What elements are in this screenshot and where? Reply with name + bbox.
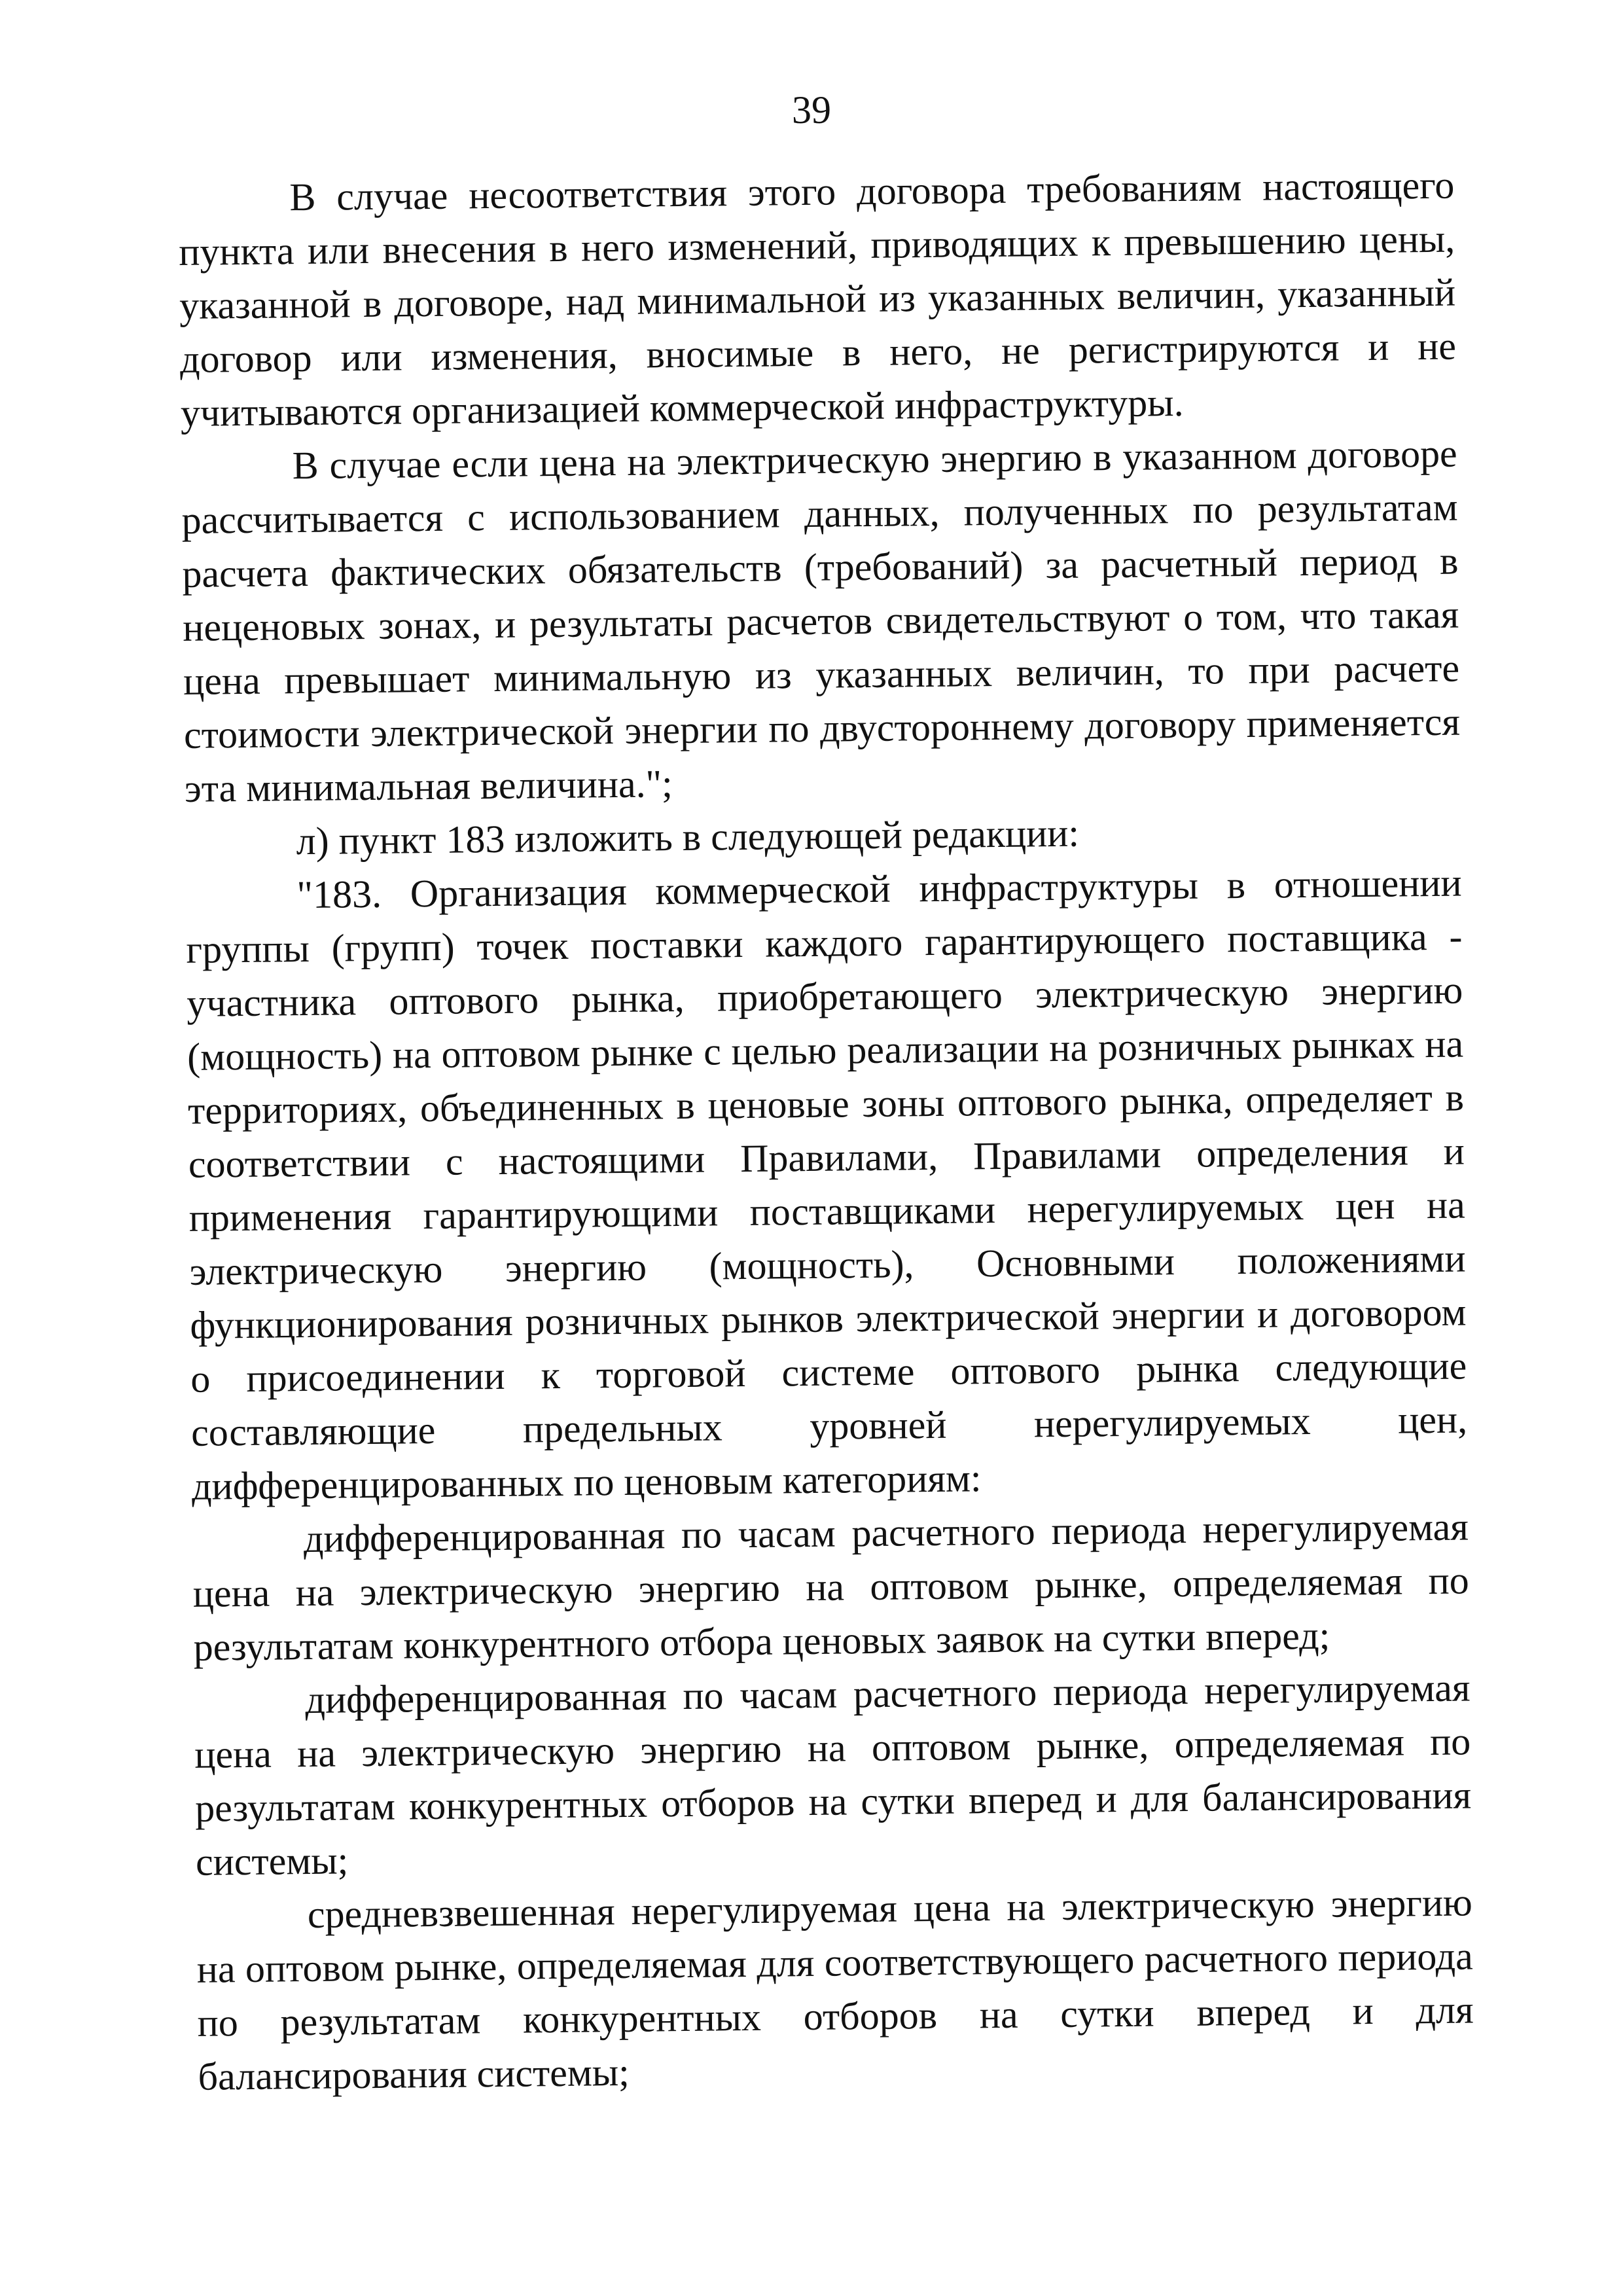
list-item-price-day-ahead-balancing: дифференцированная по часам расчетного периода нерегулируемая цена на электрическую энергию на оптовом рынке, определяемая по результатам конкурентных отборов на сутки вперед и для балансирования системы; [194,1666,1472,1884]
paragraph-point-183: "183. Организация коммерческой инфраструктуры в отношении группы (групп) точек поставки каждого гарантирующего поставщика - участника оптового рынка, приобретающего электрическую энергию (мощность) на оптовом рынке с целью реализации на розничных рынках на территориях, объединенных в ценовые зоны оптового рынка, определяет в соответствии с настоящими Правилами, Правилами определения и применения гарантирующими поставщиками нерегулируемых цен на электрическую энергию (мощность), Основными положениями функционирования розничных рынков электрической энергии и договором о присоединении к торговой системе оптового рынка следующие составляющие предельных уровней нерегулируемых цен, дифференцированных по ценовым категориям: [186,861,1468,1508]
page-number: 39 [792,88,831,132]
document-body [178,158,1474,2104]
list-item-price-day-ahead: дифференцированная по часам расчетного периода нерегулируемая цена на электрическую энергию на оптовом рынке, определяемая по результатам конкурентного отбора ценовых заявок на сутки вперед; [192,1505,1469,1669]
paragraph-price-calculation: В случае если цена на электрическую энергию в указанном договоре рассчитывается с использованием данных, полученных по результатам расчета фактических обязательств (требований) за расчетный период в неценовых зонах, и результаты расчетов свидетельствуют о том, что такая цена превышает минимальную из указанных величин, то при расчете стоимости электрической энергии по двустороннему договору применяется эта минимальная величина."; [181,431,1461,810]
paragraph-contract-mismatch: В случае несоответствия этого договора требованиям настоящего пункта или внесения в него изменений, приводящих к превышению цены, указанной в договоре, над минимальной из указанных величин, указанный договор или изменения, вносимые в него, не регистрируются и не учитываются организацией коммерческой инфраструктуры. [178,163,1457,435]
list-item-weighted-average-price: средневзвешенная нерегулируемая цена на электрическую энергию на оптовом рынке, определяемая для соответствующего расчетного периода по результатам конкурентных отборов на сутки вперед и для балансирования системы; [196,1880,1474,2098]
paragraph-amendment-183: л) пункт 183 изложить в следующей редакции: [296,811,1080,863]
